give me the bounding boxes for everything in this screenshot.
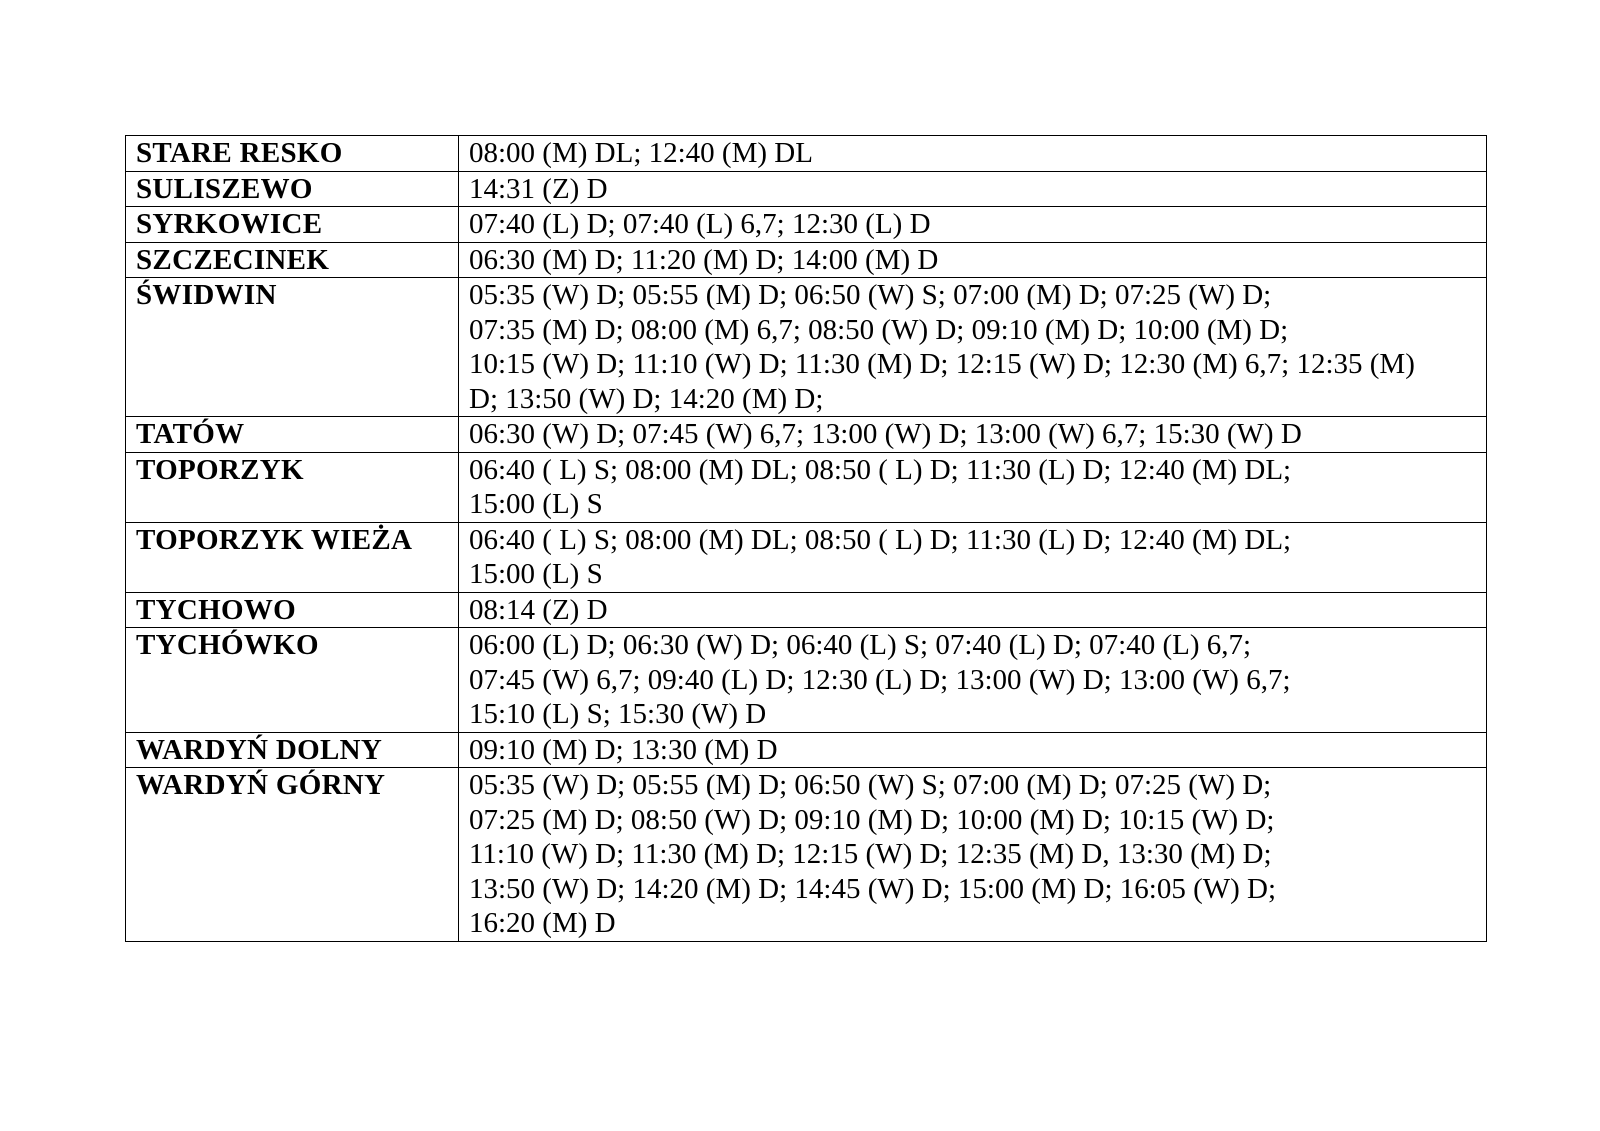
departure-times-cell: 06:00 (L) D; 06:30 (W) D; 06:40 (L) S; 07:40 (L) D; 07:40 (L) 6,7; 07:45 (W) 6,7; 09:40 (L) D; 12:30 (L) D; 13:00 (W) D; 13:00 (W) 6,7; 15:10 (L) S; 15:30 (W) D <box>459 628 1487 733</box>
place-name-cell: TYCHOWO <box>126 592 459 628</box>
departure-times-cell: 06:30 (M) D; 11:20 (M) D; 14:00 (M) D <box>459 242 1487 278</box>
schedule-table-body <box>126 136 1487 942</box>
table-row <box>126 628 1487 733</box>
departure-times-cell: 08:00 (M) DL; 12:40 (M) DL <box>459 136 1487 172</box>
departure-times-cell: 09:10 (M) D; 13:30 (M) D <box>459 732 1487 768</box>
table-row <box>126 522 1487 592</box>
place-name-cell: WARDYŃ DOLNY <box>126 732 459 768</box>
place-name-cell: SYRKOWICE <box>126 207 459 243</box>
departure-times-cell: 06:40 ( L) S; 08:00 (M) DL; 08:50 ( L) D; 11:30 (L) D; 12:40 (M) DL; 15:00 (L) S <box>459 452 1487 522</box>
departure-times-cell: 06:40 ( L) S; 08:00 (M) DL; 08:50 ( L) D; 11:30 (L) D; 12:40 (M) DL; 15:00 (L) S <box>459 522 1487 592</box>
departure-times-cell: 08:14 (Z) D <box>459 592 1487 628</box>
departure-times-cell: 05:35 (W) D; 05:55 (M) D; 06:50 (W) S; 07:00 (M) D; 07:25 (W) D; 07:25 (M) D; 08:50 (W) D; 09:10 (M) D; 10:00 (M) D; 10:15 (W) D; 11:10 (W) D; 11:30 (M) D; 12:15 (W) D; 12:35 (M) D, 13:30 (M) D; 13:50 (W) D; 14:20 (M) D; 14:45 (W) D; 15:00 (M) D; 16:05 (W) D; 16:20 (M) D <box>459 768 1487 942</box>
table-row <box>126 768 1487 942</box>
departure-times-cell: 07:40 (L) D; 07:40 (L) 6,7; 12:30 (L) D <box>459 207 1487 243</box>
table-row <box>126 278 1487 417</box>
place-name-cell: ŚWIDWIN <box>126 278 459 417</box>
place-name-cell: TOPORZYK <box>126 452 459 522</box>
table-row <box>126 592 1487 628</box>
table-row <box>126 452 1487 522</box>
table-row <box>126 171 1487 207</box>
departure-times-cell: 06:30 (W) D; 07:45 (W) 6,7; 13:00 (W) D; 13:00 (W) 6,7; 15:30 (W) D <box>459 417 1487 453</box>
table-row <box>126 732 1487 768</box>
table-row <box>126 207 1487 243</box>
place-name-cell: TATÓW <box>126 417 459 453</box>
place-name-cell: STARE RESKO <box>126 136 459 172</box>
departure-times-cell: 05:35 (W) D; 05:55 (M) D; 06:50 (W) S; 07:00 (M) D; 07:25 (W) D; 07:35 (M) D; 08:00 (M) 6,7; 08:50 (W) D; 09:10 (M) D; 10:00 (M) D; 10:15 (W) D; 11:10 (W) D; 11:30 (M) D; 12:15 (W) D; 12:30 (M) 6,7; 12:35 (M) D; 13:50 (W) D; 14:20 (M) D; <box>459 278 1487 417</box>
table-row <box>126 417 1487 453</box>
place-name-cell: SZCZECINEK <box>126 242 459 278</box>
schedule-table <box>125 135 1487 942</box>
table-row <box>126 136 1487 172</box>
place-name-cell: SULISZEWO <box>126 171 459 207</box>
place-name-cell: WARDYŃ GÓRNY <box>126 768 459 942</box>
table-row <box>126 242 1487 278</box>
departure-times-cell: 14:31 (Z) D <box>459 171 1487 207</box>
place-name-cell: TOPORZYK WIEŻA <box>126 522 459 592</box>
place-name-cell: TYCHÓWKO <box>126 628 459 733</box>
